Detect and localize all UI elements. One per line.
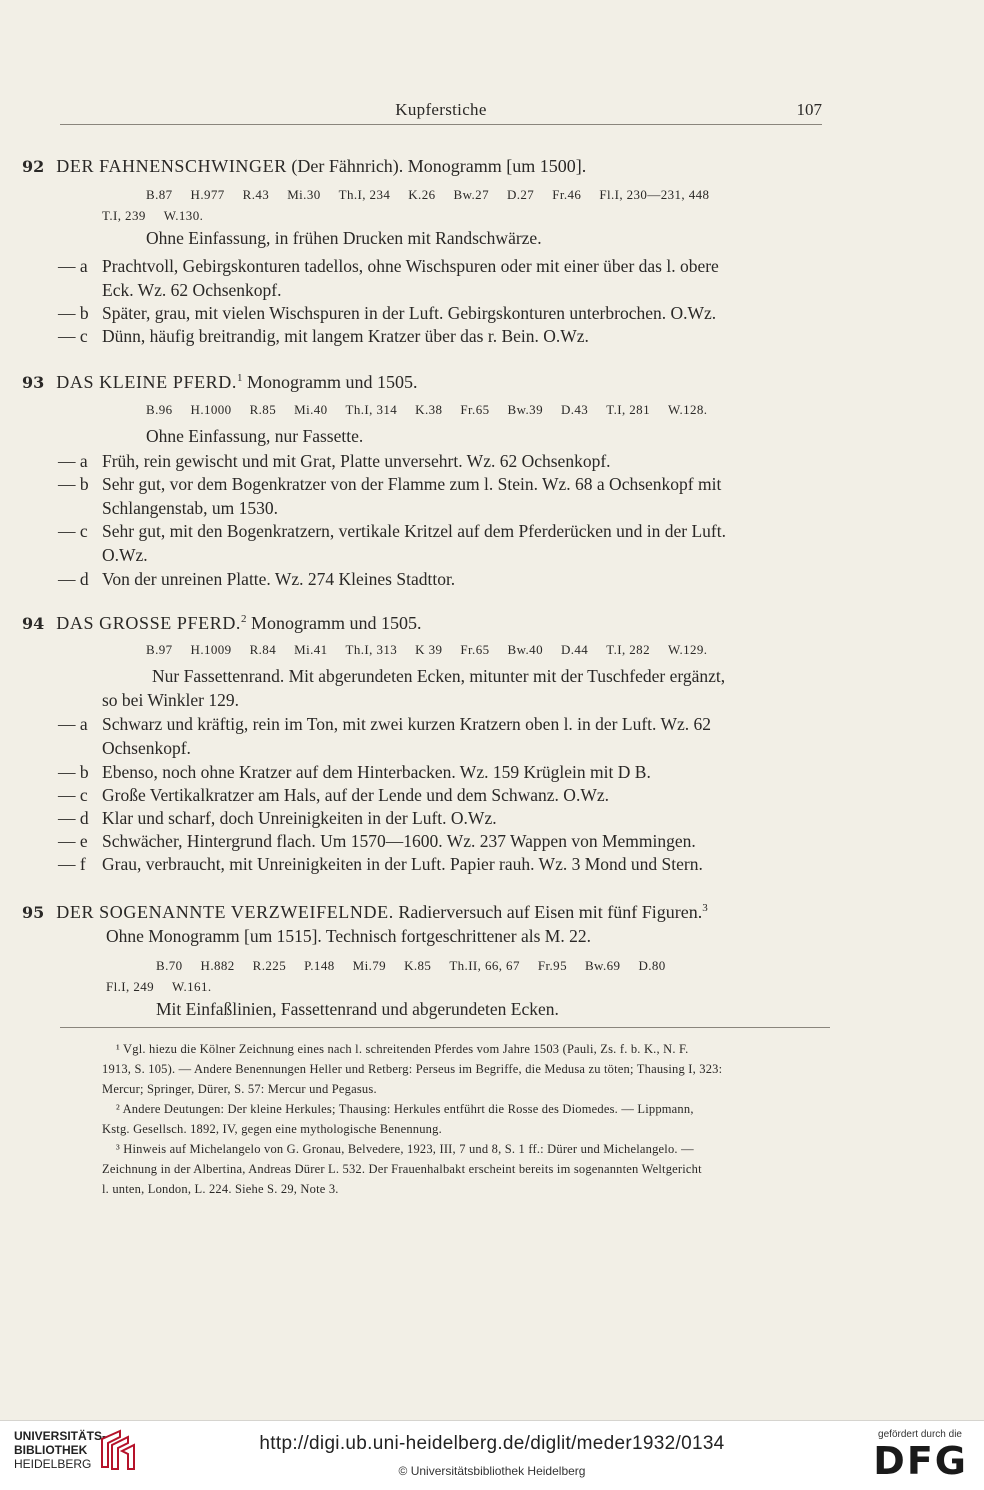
state-text: Ebenso, noch ohne Kratzer auf dem Hinterbacken. Wz. 159 Krüglein mit D B. — [102, 762, 651, 782]
ref: Th.I, 314 — [345, 402, 398, 417]
entry-heading — [22, 613, 422, 634]
entry-subheading: Ohne Monogramm [um 1515]. Technisch fortgeschrittener als M. 22. — [106, 926, 591, 946]
entry-heading-rest: (Der Fähnrich). Monogramm [um 1500]. — [291, 156, 587, 176]
state-label: — a — [58, 714, 88, 734]
ref: Mi.30 — [287, 187, 321, 202]
ref: Th.II, 66, 67 — [449, 958, 520, 973]
ref: W.130. — [163, 208, 204, 223]
copyright: © Universitätsbibliothek Heidelberg — [398, 1464, 586, 1478]
ref: K.85 — [404, 958, 432, 973]
state-label: — f — [58, 854, 86, 874]
dfg-logo: DFG — [873, 1439, 968, 1483]
state-label: — b — [58, 474, 89, 494]
state-text: Später, grau, mit vielen Wischspuren in der Luft. Gebirgskonturen unterbrochen. O.Wz. — [102, 303, 717, 323]
ref: T.I, 239 — [102, 208, 146, 223]
ref: Bw.27 — [453, 187, 489, 202]
state-text: Grau, verbraucht, mit Unreinigkeiten in der Luft. Papier rauh. Wz. 3 Mond und Stern. — [102, 854, 703, 874]
footnote-marker: 3 — [702, 902, 708, 914]
ref: H.1000 — [190, 402, 232, 417]
running-header — [60, 98, 822, 125]
entry-title: DER SOGENANNTE VERZWEIFELNDE. — [56, 902, 394, 922]
funder-note: gefördert durch die — [878, 1429, 962, 1440]
entry-description: Ohne Einfassung, nur Fassette. — [146, 426, 364, 446]
ref: K.26 — [408, 187, 436, 202]
ref: K.38 — [415, 402, 443, 417]
reference-line — [106, 979, 230, 995]
ref: R.225 — [252, 958, 287, 973]
footnote: 1913, S. 105). — Andere Benennungen Heller und Retberg: Perseus im Begriffe, die Medusa zu töten; Thausing I, 323: — [102, 1062, 723, 1076]
library-name-line: BIBLIOTHEK — [14, 1443, 88, 1457]
entry-number: 93 — [22, 373, 45, 392]
state-label: — c — [58, 326, 88, 346]
footnote-separator — [60, 1027, 830, 1028]
ref: B.70 — [156, 958, 183, 973]
ref: Fr.46 — [552, 187, 582, 202]
state-text: Sehr gut, vor dem Bogenkratzer von der Flamme zum l. Stein. Wz. 68 a Ochsenkopf mit — [102, 474, 722, 494]
ref: Fr.95 — [537, 958, 567, 973]
entry-heading — [22, 902, 708, 923]
viewer-footer — [0, 1420, 984, 1490]
state-label: — a — [58, 451, 88, 471]
state-label: — e — [58, 831, 88, 851]
state-label: — d — [58, 569, 89, 589]
reference-line — [156, 958, 666, 974]
ref: T.I, 282 — [606, 642, 650, 657]
footnote: ³ Hinweis auf Michelangelo von G. Gronau, Belvedere, 1923, III, 7 und 8, S. 1 ff.: Dürer und Michelangelo. — — [116, 1142, 694, 1156]
ref: D.80 — [638, 958, 666, 973]
page-number: 107 — [796, 100, 822, 119]
ref: Bw.69 — [584, 958, 621, 973]
entry-description: so bei Winkler 129. — [102, 690, 240, 710]
state-text: Eck. Wz. 62 Ochsenkopf. — [102, 280, 282, 300]
ref: Fr.65 — [460, 642, 490, 657]
ref: K 39 — [415, 642, 443, 657]
ref: H.977 — [190, 187, 225, 202]
footnote: Kstg. Gesellsch. 1892, IV, gegen eine mythologische Benennung. — [102, 1122, 442, 1136]
ref: Mi.40 — [294, 402, 328, 417]
permalink-url[interactable]: http://digi.ub.uni-heidelberg.de/diglit/meder1932/0134 — [259, 1433, 725, 1454]
entry-title: DAS GROSSE PFERD. — [56, 613, 242, 633]
state-label: — c — [58, 785, 88, 805]
ref: R.84 — [249, 642, 277, 657]
reference-line — [102, 208, 221, 224]
state-text: Große Vertikalkratzer am Hals, auf der Lende und dem Schwanz. O.Wz. — [102, 785, 609, 805]
ref: H.1009 — [190, 642, 232, 657]
state-label: — b — [58, 303, 89, 323]
footnote: Mercur; Springer, Dürer, S. 57: Mercur und Pegasus. — [102, 1082, 377, 1096]
state-text: O.Wz. — [102, 545, 148, 565]
entry-number: 94 — [22, 614, 45, 633]
entry-heading — [22, 372, 417, 393]
ref: B.96 — [146, 402, 173, 417]
entry-heading-rest: Monogramm und 1505. — [246, 372, 418, 392]
state-text: Schwarz und kräftig, rein im Ton, mit zwei kurzen Kratzern oben l. in der Luft. Wz. 62 — [102, 714, 711, 734]
footnote: Zeichnung in der Albertina, Andreas Dürer L. 532. Der Frauenhalbakt erscheint bereits im sogenannten Weltgericht — [102, 1162, 702, 1176]
footnote-marker: 2 — [241, 613, 247, 625]
ref: W.129. — [667, 642, 708, 657]
ref: Th.I, 313 — [345, 642, 398, 657]
state-label: — a — [58, 256, 88, 276]
state-label: — b — [58, 762, 89, 782]
ref: R.43 — [242, 187, 270, 202]
header-title: Kupferstiche — [395, 100, 487, 119]
ref: B.97 — [146, 642, 173, 657]
ref: Mi.41 — [294, 642, 328, 657]
state-label: — c — [58, 521, 88, 541]
state-text: Klar und scharf, doch Unreinigkeiten in der Luft. O.Wz. — [102, 808, 497, 828]
state-text: Von der unreinen Platte. Wz. 274 Kleines Stadttor. — [102, 569, 456, 589]
library-name-line: UNIVERSITÄTS- — [14, 1429, 107, 1443]
ref: W.161. — [172, 979, 212, 994]
ref: Fl.I, 230—231, 448 — [599, 187, 710, 202]
state-text: Schlangenstab, um 1530. — [102, 498, 278, 518]
state-text: Sehr gut, mit den Bogenkratzern, vertikale Kritzel auf dem Pferderücken und in der Luft. — [102, 521, 726, 541]
state-text: Prachtvoll, Gebirgskonturen tadellos, ohne Wischspuren oder mit einer über das l. obere — [102, 256, 719, 276]
ref: Bw.40 — [507, 642, 543, 657]
footnote: l. unten, London, L. 224. Siehe S. 29, Note 3. — [102, 1182, 339, 1196]
ref: H.882 — [200, 958, 235, 973]
library-name-line: HEIDELBERG — [14, 1457, 92, 1471]
entry-description: Mit Einfaßlinien, Fassettenrand und abgerundeten Ecken. — [156, 999, 559, 1019]
entry-title: DER FAHNENSCHWINGER — [56, 156, 287, 176]
ref: Fr.65 — [460, 402, 490, 417]
reference-line — [146, 187, 709, 203]
reference-line — [146, 642, 707, 658]
ref: T.I, 281 — [606, 402, 650, 417]
entry-number: 92 — [22, 157, 45, 176]
ref: D.27 — [506, 187, 535, 202]
entry-description: Nur Fassettenrand. Mit abgerundeten Ecken, mitunter mit der Tuschfeder ergänzt, — [152, 666, 726, 686]
ref: Th.I, 234 — [338, 187, 391, 202]
entry-heading-rest: Radierversuch auf Eisen mit fünf Figuren. — [398, 902, 703, 922]
state-text: Dünn, häufig breitrandig, mit langem Kratzer über das r. Bein. O.Wz. — [102, 326, 589, 346]
entry-description: Ohne Einfassung, in frühen Drucken mit Randschwärze. — [146, 228, 542, 248]
entry-title: DAS KLEINE PFERD. — [56, 372, 237, 392]
state-text: Früh, rein gewischt und mit Grat, Platte unversehrt. Wz. 62 Ochsenkopf. — [102, 451, 611, 471]
entry-heading — [22, 156, 586, 177]
ref: Mi.79 — [352, 958, 387, 973]
state-label: — d — [58, 808, 89, 828]
ref: W.128. — [667, 402, 708, 417]
ref: Fl.I, 249 — [106, 979, 155, 994]
ref: D.43 — [560, 402, 589, 417]
entry-number: 95 — [22, 903, 45, 922]
footnote: ² Andere Deutungen: Der kleine Herkules; Thausing: Herkules entführt die Rosse des Diomedes. — Lippmann, — [116, 1102, 694, 1116]
entry-heading-rest: Monogramm und 1505. — [251, 613, 422, 633]
ref: D.44 — [560, 642, 589, 657]
footnote: ¹ Vgl. hiezu die Kölner Zeichnung eines nach l. schreitenden Pferdes vom Jahre 1503 (Pauli, Zs. f. b. K., N. F. — [116, 1042, 689, 1056]
ref: R.85 — [249, 402, 277, 417]
ref: P.148 — [304, 958, 335, 973]
ref: B.87 — [146, 187, 173, 202]
state-text: Ochsenkopf. — [102, 738, 191, 758]
reference-line — [146, 402, 707, 418]
ref: Bw.39 — [507, 402, 543, 417]
footnote-marker: 1 — [236, 372, 243, 384]
state-text: Schwächer, Hintergrund flach. Um 1570—1600. Wz. 237 Wappen von Memmingen. — [102, 831, 696, 851]
